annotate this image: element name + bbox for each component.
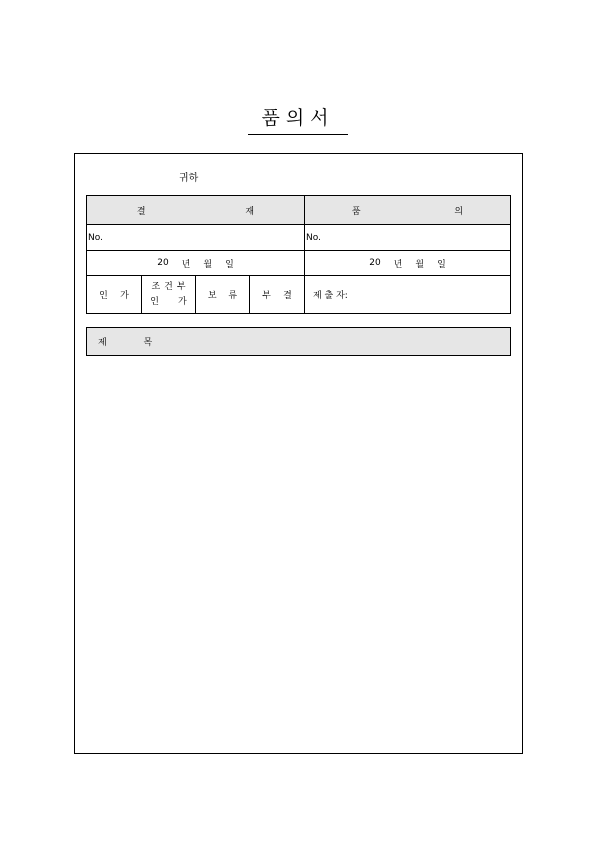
date-left-year: 20 [157,258,169,268]
decision-reject-char-2: 결 [283,291,292,301]
submitter-field[interactable] [305,276,510,313]
date-right-month-unit: 월 [415,259,425,270]
decision-approve [87,276,141,313]
decision-hold-char-2: 류 [228,291,238,301]
decision-reject [250,276,304,313]
approval-number-left: No. [88,232,103,243]
approval-header-right [305,196,510,224]
date-left-day-unit: 일 [225,259,234,270]
decision-approve-char-1: 인 [99,291,108,301]
decision-conditional-char-2: 건 [164,281,173,292]
decision-conditional-line-2 [150,295,186,310]
decision-conditional-char-1: 조 [151,281,161,292]
approval-header-left-char-2: 재 [245,206,255,217]
date-right-year: 20 [369,258,381,268]
approval-number-right: No. [306,232,321,243]
addressee-label: 귀하 [179,173,199,184]
grid-line-h3 [87,275,510,276]
grid-line-v3 [249,275,250,313]
subject-field[interactable] [86,327,511,356]
approval-date-right [305,251,510,275]
grid-line-v1 [141,275,142,313]
approval-header-left-char-1: 결 [136,206,146,217]
date-left-month-unit: 월 [203,259,213,270]
grid-line-v2 [195,275,196,313]
approval-date-left [87,251,304,275]
body-area[interactable] [86,364,511,744]
decision-hold-char-1: 보 [207,291,217,301]
grid-line-v-center [304,196,305,313]
grid-line-h1 [87,224,510,225]
approval-grid [86,195,511,314]
decision-conditional [142,276,195,313]
document-title: 품의서 [248,103,348,135]
decision-conditional-line-1 [151,280,185,295]
approval-header-right-char-1: 품 [351,206,361,217]
document-frame [74,153,523,754]
decision-approve-char-2: 가 [120,291,129,301]
grid-line-h2 [87,250,510,251]
date-left-year-unit: 년 [181,259,191,270]
approval-header-right-char-2: 의 [454,206,464,217]
date-right-day-unit: 일 [437,259,446,270]
decision-hold [196,276,249,313]
approval-header-left [87,196,304,224]
decision-conditional-char-3: 부 [176,281,186,292]
submitter-label: 제 출 자: [313,291,348,301]
decision-conditional-char-4: 인 [150,296,159,307]
date-right-year-unit: 년 [393,259,403,270]
decision-reject-char-1: 부 [262,291,271,301]
subject-label: 제 목 [98,338,170,348]
decision-conditional-char-5: 가 [178,296,187,307]
